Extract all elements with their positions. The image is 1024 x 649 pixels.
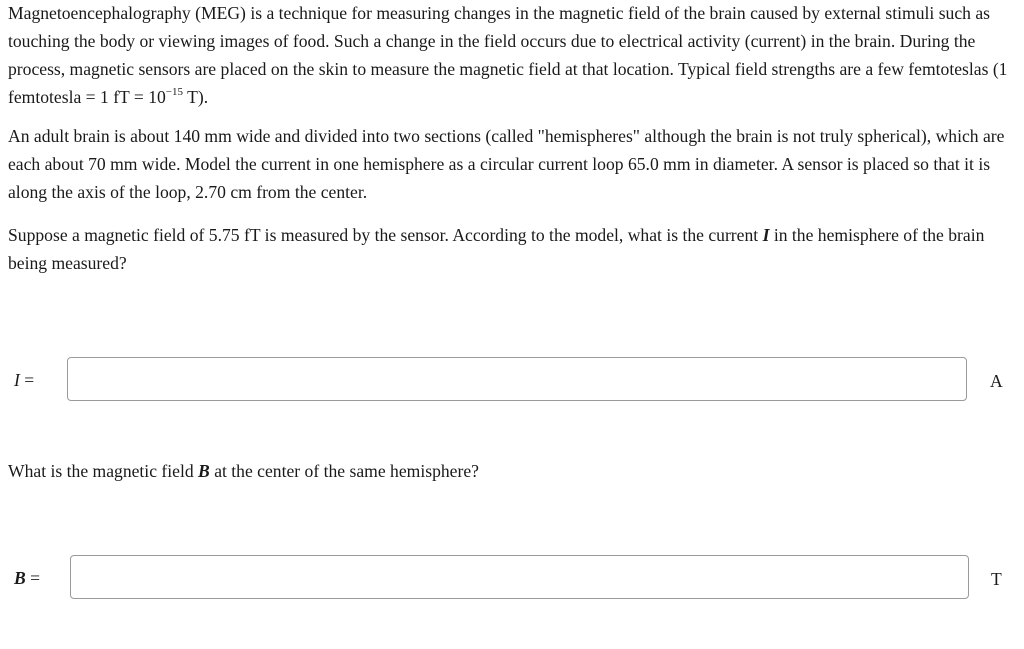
- femtotesla-definition-prefix: (1 femtotesla = 1 fT = 10: [8, 59, 1008, 107]
- question-field-text-after: at the center of the same hemisphere?: [209, 461, 479, 481]
- field-label: [14, 565, 40, 591]
- problem-paragraph-intro: [8, 0, 1014, 111]
- current-label-var: I: [14, 370, 20, 390]
- current-unit-label: A: [990, 371, 1003, 391]
- answer-row-field: [0, 555, 1024, 601]
- current-variable: I: [762, 225, 770, 245]
- field-label-equals: =: [25, 568, 41, 588]
- question-current-text-before: Suppose a magnetic field of 5.75 fT is measured by the sensor. According to the model, what is the current: [8, 225, 763, 245]
- field-label-var: B: [14, 568, 26, 588]
- femtotesla-definition-suffix: T).: [183, 87, 209, 107]
- answer-row-current: [0, 357, 1024, 403]
- field-unit-label: T: [991, 569, 1002, 589]
- current-label: [14, 367, 34, 393]
- question-field: [8, 457, 1014, 485]
- current-answer-input[interactable]: [67, 357, 967, 401]
- intro-text: Magnetoencephalography (MEG) is a technique for measuring changes in the magnetic field of the brain caused by external stimuli such as touching the body or viewing images of food. Such a change in the field occurs due to electrical activity (current) in the brain. During the process, magnetic sensors are placed on the skin to measure the magnetic field at that location. Typical field strengths are a few femtoteslas: [8, 3, 993, 79]
- question-field-text-before: What is the magnetic field: [8, 461, 199, 481]
- question-current-text-after: in the hemisphere of the brain being measured?: [8, 225, 985, 273]
- field-variable: B: [198, 461, 210, 481]
- problem-paragraph-model: An adult brain is about 140 mm wide and divided into two sections (called "hemispheres" although the brain is not truly spherical), which are each about 70 mm wide. Model the current in one hemisphere as a circular current loop 65.0 mm in diameter. A sensor is placed so that it is along the axis of the loop, 2.70 cm from the center.: [8, 126, 1005, 202]
- exponent: −15: [165, 86, 184, 99]
- current-label-equals: =: [19, 370, 35, 390]
- field-answer-input[interactable]: [70, 555, 969, 599]
- question-current: [8, 221, 1014, 277]
